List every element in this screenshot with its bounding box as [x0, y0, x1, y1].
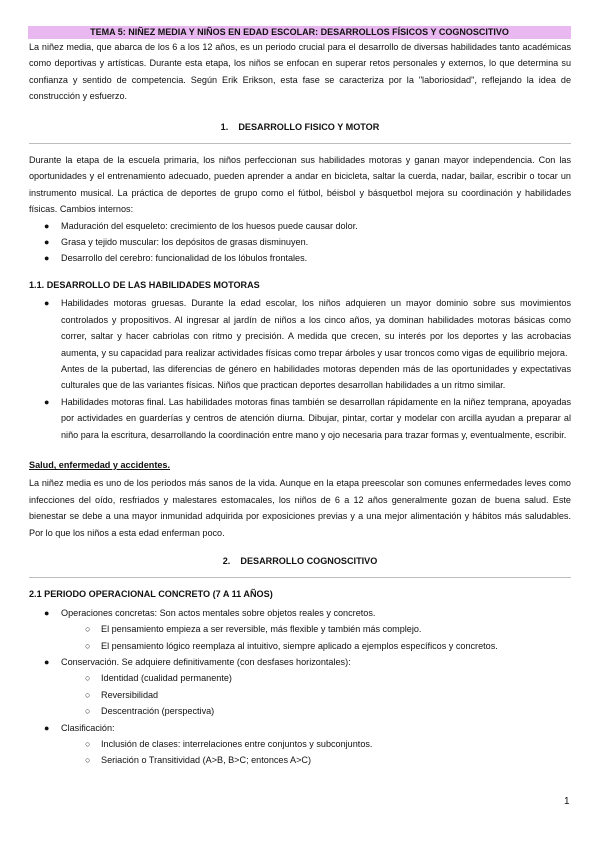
gender-paragraph: Antes de la pubertad, las diferencias de género en habilidades motoras dependen más de las oportunidades y expectativas culturales que de las variantes físicas. Niños que practican deportes desarrollan habilidades a un ritmo similar. [61, 363, 571, 391]
sub-list-item: ○ Descentración (perspectiva) [101, 703, 571, 719]
circle-bullet-icon: ○ [85, 739, 91, 750]
concrete-operations-list [29, 605, 571, 769]
health-paragraph: La niñez media es uno de los periodos más sanos de la vida. Aunque en la etapa preescolar son comunes enfermedades leves como infecciones del oído, resfriados y malestares estomacales, los niños de 6 a 12 años generalmente gozan de buena salud. Este bienestar se debe a una mayor inmunidad adquirida por exposiciones previas y a una mejor alimentación y hábitos más saludables. Por lo que los niños a esta edad enferman poco. [29, 478, 571, 538]
page-title: TEMA 5: NIÑEZ MEDIA Y NIÑOS EN EDAD ESCOLAR: DESARROLLOS FÍSICOS Y COGNOSCITIVO [28, 26, 571, 39]
sub-list-item: ○ Identidad (cualidad permanente) [101, 670, 571, 686]
list-item [44, 295, 571, 393]
page-number: 1 [564, 796, 570, 807]
health-heading: Salud, enfermedad y accidentes. [29, 459, 171, 470]
bullet-icon: ● [44, 722, 50, 733]
list-item: ● Desarrollo del cerebro: funcionalidad de los lóbulos frontales. [61, 250, 571, 266]
bullet-icon: ● [44, 657, 50, 667]
section-1-paragraph: Durante la etapa de la escuela primaria, los niños perfeccionan sus habilidades motoras y ganan mayor independencia. Con las oportunidades y el entrenamiento adecuado, pueden aprender a andar en bicicleta, saltar la cuerda, nadar, bailar, escribir o tocar un instrumento musical. La práctica de deportes de grupo como el fútbol, béisbol y básquetbol mejora su coordinación y habilidades físicas. Cambios internos: [29, 155, 571, 215]
circle-bullet-icon: ○ [85, 755, 91, 766]
sub-list [61, 621, 571, 654]
bullet-icon: ● [44, 253, 50, 264]
bullet-icon: ● [44, 607, 50, 618]
divider [29, 143, 571, 144]
list-item: ● Operaciones concretas: Son actos mentales sobre objetos reales y concretos. ○ El pensamiento empieza a ser reversible, más flexible y también más complejo. ○ El pensamiento lógico reemplaza al intuitivo, siempre aplicado a ejemplos específicos y concretos. [61, 605, 571, 654]
section-1-title: DESARROLLO FISICO Y MOTOR [238, 121, 380, 132]
sub-list-item: ○ El pensamiento empieza a ser reversible, más flexible y también más complejo. [101, 621, 571, 637]
sub-list [61, 670, 571, 719]
circle-bullet-icon: ○ [85, 673, 91, 684]
internal-changes-list [29, 218, 571, 267]
motor-skills-list [29, 295, 571, 443]
bullet-icon: ● [44, 237, 50, 248]
section-2-title: DESARROLLO COGNOSCITIVO [240, 555, 378, 566]
bullet-icon: ● [44, 220, 50, 231]
list-item: ● Grasa y tejido muscular: los depósitos de grasas disminuyen. [61, 234, 571, 250]
sub-list-item: ○ Seriación o Transitividad (A>B, B>C; entonces A>C) [101, 752, 571, 768]
gross-motor-paragraph: Habilidades motoras gruesas. Durante la edad escolar, los niños adquieren un mayor dominio sobre sus movimientos controlados y propositivos. Al ingresar al jardín de niños a los cinco años, ya dominan habilidades motoras básicas como correr, saltar y hacer cabriolas con ritmo y precisión. A medida que crecen, su interés por los deportes y las acrobacias aumenta, y su capacidad para realizar actividades físicas como trepar árboles y usar troncos como vigas de equilibrio mejora. [61, 298, 571, 358]
fine-motor-paragraph: Habilidades motoras final. Las habilidades motoras finas también se desarrollan rápidamente en la niñez temprana, apoyadas por actividades en guarderías y centros de atención diurna. Dibujar, pintar, cortar y modelar con arcilla ayudan a preparar al niño para la escritura, desarrollando la coordinación entre mano y ojo necesaria para trazar formas y, eventualmente, escribir. [61, 396, 571, 440]
list-item: ● Clasificación: ○ Inclusión de clases: interrelaciones entre conjuntos y subconjuntos. ○ Seriación o Transitividad (A>B, B>C; entonces A>C) [61, 720, 571, 769]
divider [29, 577, 571, 578]
circle-bullet-icon: ○ [85, 689, 91, 700]
section-1-heading [29, 119, 571, 135]
circle-bullet-icon: ○ [85, 640, 91, 651]
sub-list-item: ○ Inclusión de clases: interrelaciones entre conjuntos y subconjuntos. [101, 736, 571, 752]
sub-list-item: ○ Reversibilidad [101, 687, 571, 703]
section-2-number: 2. [222, 555, 231, 566]
section-2-1-heading: 2.1 PERIODO OPERACIONAL CONCRETO (7 A 11 AÑOS) [29, 589, 273, 600]
section-1-number: 1. [220, 121, 229, 132]
intro-paragraph: La niñez media, que abarca de los 6 a los 12 años, es un periodo crucial para el desarrollo de diversas habilidades tanto académicas como deportivas y artísticas. Durante esta etapa, los niños se enfocan en superar retos personales y externos, lo que determina su confianza y sentido de competencia. Según Erik Erikson, esta fase se caracteriza por la "laboriosidad", reflejando la idea de construcción y esfuerzo. [29, 42, 571, 102]
document-page [29, 26, 571, 769]
sub-list [61, 736, 571, 769]
section-1-1-heading: 1.1. DESARROLLO DE LAS HABILIDADES MOTORAS [29, 279, 260, 290]
list-item: ● Conservación. Se adquiere definitivamente (con desfases horizontales): ○ Identidad (cualidad permanente) ○ Reversibilidad ○ Descentración (perspectiva) [61, 654, 571, 720]
section-2-heading [29, 553, 571, 569]
list-item: ● Maduración del esqueleto: crecimiento de los huesos puede causar dolor. [61, 218, 571, 234]
sub-list-item: ○ El pensamiento lógico reemplaza al intuitivo, siempre aplicado a ejemplos específicos y concretos. [101, 638, 571, 654]
bullet-icon: ● [44, 298, 50, 309]
circle-bullet-icon: ○ [85, 706, 91, 717]
circle-bullet-icon: ○ [85, 624, 91, 635]
bullet-icon: ● [44, 396, 50, 407]
list-item [44, 394, 571, 443]
